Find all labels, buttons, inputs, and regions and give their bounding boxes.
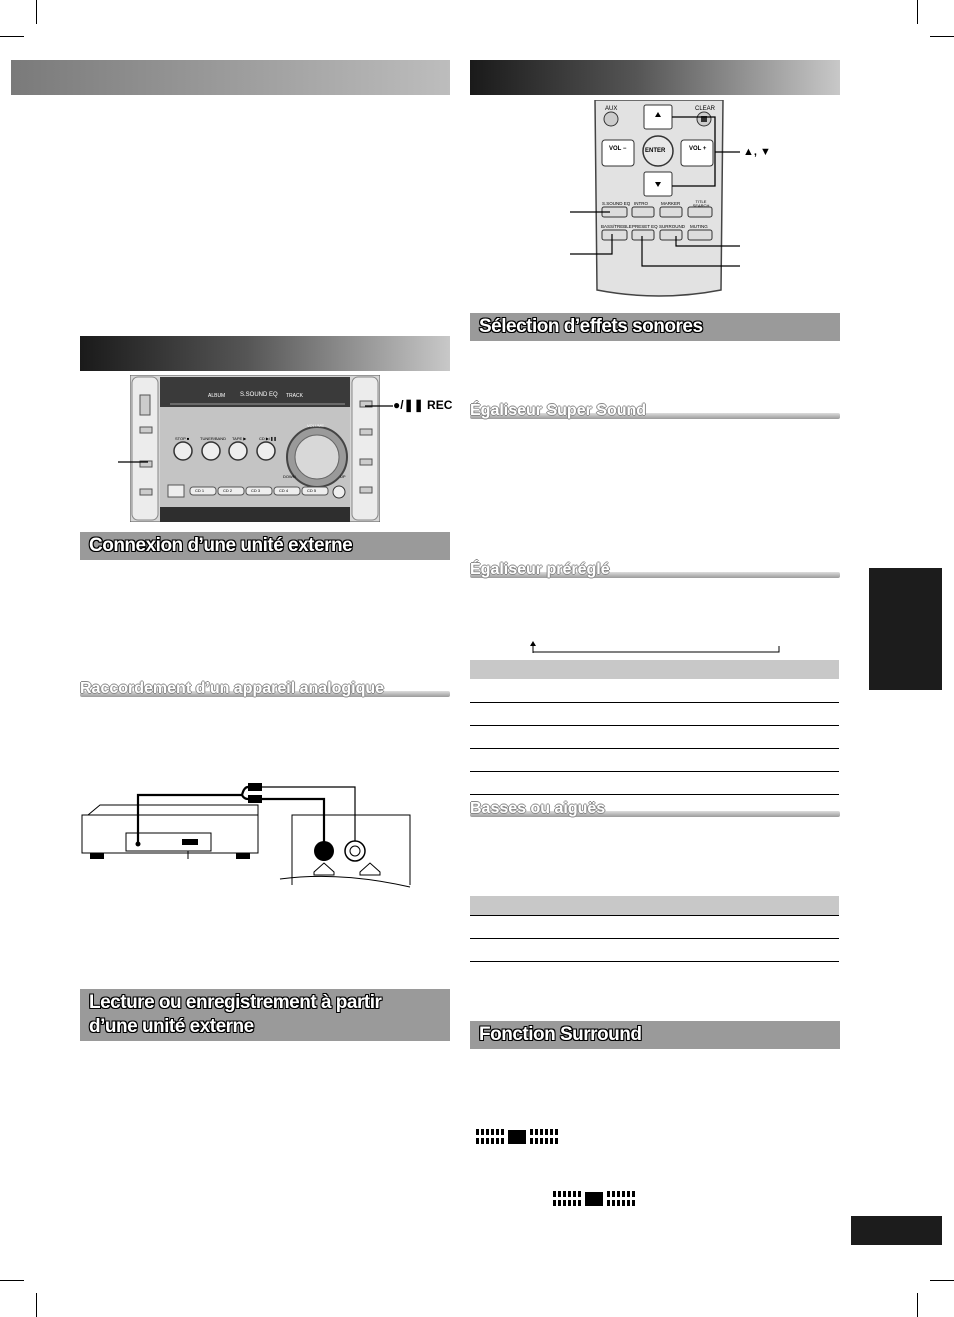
egaliseur-super-subheading [470, 402, 840, 424]
left-section-header-bar [80, 336, 450, 371]
preset-table-rule [470, 702, 839, 703]
marker-label: MARKER [661, 201, 681, 206]
cd4-label: CD 4 [279, 488, 289, 493]
ssound-eq-label: S.SOUND EQ [240, 392, 278, 398]
enter-label: ENTER [645, 148, 666, 154]
cd3-label: CD 3 [251, 488, 261, 493]
ssound-eq-btn-label: S.SOUND EQ [602, 201, 631, 206]
aux-callout-line [118, 456, 150, 468]
down-label: DOWN [283, 474, 296, 479]
bass-table-rule [470, 938, 839, 939]
analog-connection-diagram [80, 775, 420, 890]
cd5-label: CD 5 [307, 488, 317, 493]
bass-table-rule [470, 961, 839, 962]
crop-mark [0, 1280, 24, 1281]
preset-table-rule [470, 725, 839, 726]
rec-label: ●/❚❚ REC [393, 398, 453, 412]
bass-table-rule [470, 915, 839, 916]
surround-display-icon [476, 1128, 558, 1146]
track-label: TRACK [286, 393, 303, 399]
preset-table-header [470, 660, 839, 679]
arrows-label: ▲, ▼ [743, 146, 771, 158]
preset-table-rule [470, 748, 839, 749]
cd-label: CD ▶/❚❚ [259, 436, 277, 441]
top-left-header-bar [11, 60, 450, 95]
surround-label: SURROUND [659, 224, 686, 229]
raccordement-subheading-text: Raccordement d’un appareil analogique [80, 680, 385, 697]
clear-label: CLEAR [695, 106, 716, 112]
preset-table-rule [470, 771, 839, 772]
tuner-label: TUNER/BAND [200, 436, 227, 441]
basses-text: Basses ou aiguës [470, 800, 606, 817]
volume-label: VOLUME [307, 423, 324, 428]
tape-label: TAPE ▶ [232, 436, 247, 441]
surround-display-icon [553, 1190, 635, 1208]
vol-plus-label: VOL + [689, 146, 707, 152]
egaliseur-preregle-subheading [470, 561, 840, 583]
egaliseur-super-text: Égaliseur Super Sound [470, 402, 647, 419]
crop-mark [917, 0, 918, 24]
unit-panel-illustration [130, 375, 380, 522]
crop-mark [0, 36, 24, 37]
crop-mark [930, 1280, 954, 1281]
page-number-tab [851, 1216, 942, 1245]
selection-heading: Sélection d’effets sonores [470, 313, 840, 341]
basses-subheading [470, 800, 840, 822]
lecture-heading-line2: d’une unité externe [89, 1016, 254, 1037]
lecture-heading [80, 989, 450, 1041]
cd1-label: CD 1 [195, 488, 205, 493]
aux-label: AUX [605, 106, 618, 112]
cd2-label: CD 2 [223, 488, 233, 493]
raccordement-subheading [80, 680, 450, 702]
bass-table-header [470, 896, 839, 915]
connexion-heading: Connexion d’une unité externe [80, 532, 450, 560]
language-side-tab [869, 568, 942, 690]
up-label: UP [340, 474, 346, 479]
lecture-heading-line1: Lecture ou enregistrement à partir [89, 992, 382, 1013]
album-label: ALBUM [208, 393, 226, 399]
crop-mark [917, 1293, 918, 1317]
remote-callout-lines [570, 140, 745, 270]
right-section-header-bar [470, 60, 840, 95]
vol-minus-label: VOL − [609, 146, 627, 152]
intro-label: INTRO [634, 201, 648, 206]
crop-mark [36, 0, 37, 24]
title-search-label: TITLE SEARCH [692, 199, 710, 208]
stop-label: STOP ■ [175, 436, 190, 441]
egaliseur-preregle-text: Égaliseur préréglé [470, 561, 610, 578]
muting-label: MUTING [690, 224, 708, 229]
bass-treble-label: BASS/TREBLE [601, 224, 632, 229]
preset-table-rule [470, 794, 839, 795]
preset-eq-label: PRESET EQ [632, 224, 658, 229]
crop-mark [930, 36, 954, 37]
rec-callout-line [365, 396, 395, 416]
cycle-arrow [528, 641, 784, 655]
surround-heading: Fonction Surround [470, 1021, 840, 1049]
crop-mark [36, 1293, 37, 1317]
